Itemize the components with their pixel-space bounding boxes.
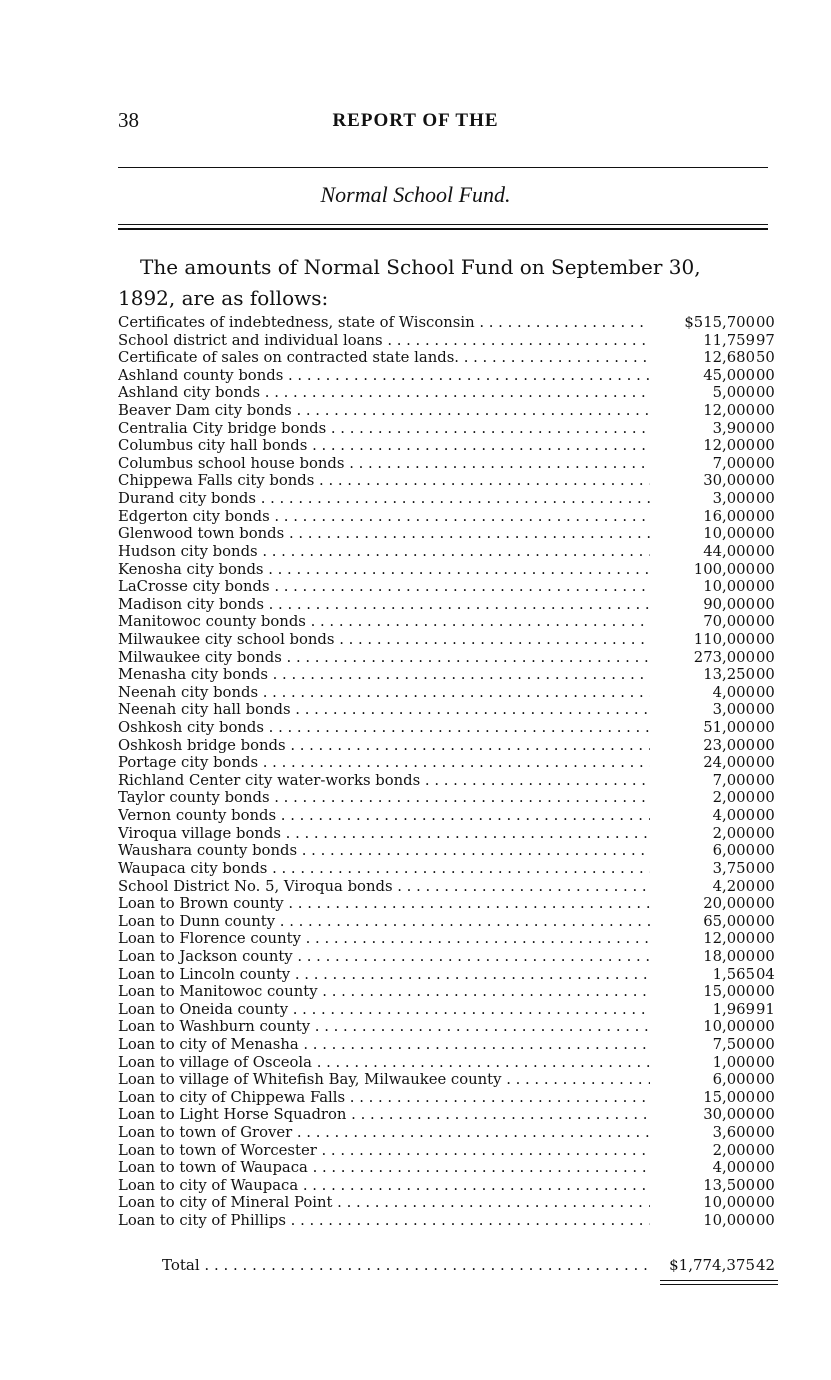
ledger-item-label: School District No. 5, Viroqua bonds . . . bbox=[118, 878, 650, 896]
ledger-item-cents: 00 bbox=[756, 1141, 775, 1159]
ledger-row bbox=[118, 895, 784, 913]
ledger-item-cents: 00 bbox=[756, 983, 775, 1001]
ledger-item-label: Beaver Dam city bonds . . . bbox=[118, 402, 650, 420]
ledger-item-amount: 23,000 bbox=[703, 736, 755, 754]
ledger-item-cents: 00 bbox=[756, 613, 775, 631]
ledger-row bbox=[118, 525, 784, 543]
ledger-item-amount: 100,000 bbox=[693, 560, 755, 578]
ledger-item-amount: 44,000 bbox=[703, 542, 755, 560]
ledger-item-label: Chippewa Falls city bonds . . . bbox=[118, 472, 650, 490]
ledger-row bbox=[118, 860, 784, 878]
ledger-item-cents: 00 bbox=[756, 384, 775, 402]
ledger-row bbox=[118, 508, 784, 526]
ledger-item-amount: 2,000 bbox=[712, 789, 755, 807]
ledger-row bbox=[118, 1054, 784, 1072]
ledger-item-cents: 00 bbox=[756, 366, 775, 384]
ledger-row bbox=[118, 596, 784, 614]
ledger-item-cents: 91 bbox=[756, 1000, 775, 1018]
ledger-item-cents: 00 bbox=[756, 419, 775, 437]
ledger-item-amount: 45,000 bbox=[703, 366, 755, 384]
page-number: 38 bbox=[118, 108, 139, 132]
ledger-item-label: Ashland county bonds . . . bbox=[118, 367, 650, 385]
ledger-item-amount: 3,900 bbox=[712, 419, 755, 437]
ledger-item-amount: 30,000 bbox=[703, 1106, 755, 1124]
ledger-item-cents: 00 bbox=[756, 437, 775, 455]
ledger-item-label: Loan to city of Phillips . . . bbox=[118, 1212, 650, 1230]
ledger-item-label: Loan to Light Horse Squadron . . . bbox=[118, 1106, 650, 1124]
ledger-row bbox=[118, 966, 784, 984]
ledger-item-label: Loan to Washburn county . . . bbox=[118, 1018, 650, 1036]
ledger-item-cents: 00 bbox=[756, 648, 775, 666]
ledger-item-amount: $515,700 bbox=[684, 314, 755, 331]
ledger-item-amount: 70,000 bbox=[703, 613, 755, 631]
ledger-item-cents: 00 bbox=[756, 595, 775, 613]
ledger-row bbox=[118, 490, 784, 508]
ledger-row bbox=[118, 737, 784, 755]
ledger-row bbox=[118, 842, 784, 860]
ledger-item-label: Certificate of sales on contracted state lands. . . . bbox=[118, 349, 650, 367]
ledger-item-label: Oshkosh bridge bonds . . . bbox=[118, 737, 650, 755]
ledger-item-cents: 00 bbox=[756, 1018, 775, 1036]
ledger-row bbox=[118, 878, 784, 896]
ledger-row bbox=[118, 1001, 784, 1019]
ledger-item-cents: 00 bbox=[756, 490, 775, 508]
ledger-item-cents: 00 bbox=[756, 525, 775, 543]
ledger-item-amount: 10,000 bbox=[703, 1018, 755, 1036]
ledger-item-cents: 00 bbox=[756, 912, 775, 930]
ledger-item-cents: 00 bbox=[756, 789, 775, 807]
ledger-item-label: Loan to city of Menasha . . . bbox=[118, 1036, 650, 1054]
ledger-item-label: Loan to Brown county . . . bbox=[118, 895, 650, 913]
intro-line-1: The amounts of Normal School Fund on September 30, bbox=[140, 255, 701, 279]
ledger-row bbox=[118, 578, 784, 596]
ledger-item-label: LaCrosse city bonds . . . bbox=[118, 578, 650, 596]
ledger-row bbox=[118, 930, 784, 948]
ledger-item-label: Neenah city bonds . . . bbox=[118, 684, 650, 702]
ledger-item-cents: 00 bbox=[756, 719, 775, 737]
ledger-item-amount: 7,500 bbox=[712, 1035, 755, 1053]
ledger-row bbox=[118, 1194, 784, 1212]
ledger-item-amount: 7,000 bbox=[712, 771, 755, 789]
ledger-row bbox=[118, 402, 784, 420]
ledger-item-cents: 00 bbox=[756, 507, 775, 525]
ledger-item-amount: 3,000 bbox=[712, 490, 755, 508]
total-double-rule-top bbox=[660, 1280, 778, 1281]
ledger-item-label: Columbus school house bonds . . . bbox=[118, 455, 650, 473]
ledger-row bbox=[118, 983, 784, 1001]
ledger-item-cents: 00 bbox=[756, 1124, 775, 1142]
ledger-item-amount: 10,000 bbox=[703, 525, 755, 543]
ledger-row bbox=[118, 1177, 784, 1195]
ledger-item-label: Loan to Oneida county . . . bbox=[118, 1001, 650, 1019]
ledger-item-amount: 65,000 bbox=[703, 912, 755, 930]
ledger-item-cents: 00 bbox=[756, 1176, 775, 1194]
ledger-row bbox=[118, 1142, 784, 1160]
ledger-row bbox=[118, 1071, 784, 1089]
ledger-item-cents: 97 bbox=[756, 331, 775, 349]
ledger-item-cents: 00 bbox=[756, 666, 775, 684]
ledger-item-label: Milwaukee city bonds . . . bbox=[118, 649, 650, 667]
ledger-row bbox=[118, 719, 784, 737]
ledger-item-label: Loan to city of Mineral Point . . . bbox=[118, 1194, 650, 1212]
ledger-row bbox=[118, 1036, 784, 1054]
ledger-item-amount: 2,000 bbox=[712, 1141, 755, 1159]
ledger-item-amount: 7,000 bbox=[712, 454, 755, 472]
ledger-item-cents: 00 bbox=[756, 314, 775, 331]
ledger-item-amount: 12,000 bbox=[703, 437, 755, 455]
ledger-item-cents: 00 bbox=[756, 1071, 775, 1089]
ledger-item-amount: 30,000 bbox=[703, 472, 755, 490]
total-amount: $1,774,375 bbox=[669, 1256, 755, 1274]
ledger-row bbox=[118, 1212, 784, 1230]
intro-line-2: 1892, are as follows: bbox=[118, 286, 329, 310]
total-double-rule-bottom bbox=[660, 1284, 778, 1285]
ledger-row bbox=[118, 948, 784, 966]
ledger-item-label: Viroqua village bonds . . . bbox=[118, 825, 650, 843]
total-cents: 42 bbox=[756, 1256, 776, 1274]
ledger-row bbox=[118, 754, 784, 772]
ledger-item-amount: 15,000 bbox=[703, 983, 755, 1001]
ledger-item-cents: 00 bbox=[756, 824, 775, 842]
ledger-item-label: Taylor county bonds . . . bbox=[118, 789, 650, 807]
section-title: Normal School Fund. bbox=[320, 182, 511, 207]
ledger-row bbox=[118, 807, 784, 825]
ledger-row bbox=[118, 367, 784, 385]
ledger-item-label: Loan to village of Osceola . . . bbox=[118, 1054, 650, 1072]
ledger-row bbox=[118, 789, 784, 807]
ledger-item-amount: 2,000 bbox=[712, 824, 755, 842]
ledger-item-amount: 11,759 bbox=[703, 331, 755, 349]
ledger-item-cents: 00 bbox=[756, 1212, 775, 1230]
ledger-item-cents: 00 bbox=[756, 630, 775, 648]
ledger-item-label: Loan to Dunn county . . . bbox=[118, 913, 650, 931]
ledger-item-amount: 18,000 bbox=[703, 947, 755, 965]
ledger-item-amount: 15,000 bbox=[703, 1088, 755, 1106]
ledger-item-amount: 4,200 bbox=[712, 877, 755, 895]
ledger-item-label: Neenah city hall bonds . . . bbox=[118, 701, 650, 719]
ledger-item-label: Loan to town of Worcester . . . bbox=[118, 1142, 650, 1160]
ledger-row bbox=[118, 666, 784, 684]
ledger-row bbox=[118, 684, 784, 702]
ledger-row bbox=[118, 1089, 784, 1107]
ledger-item-label: Madison city bonds . . . bbox=[118, 596, 650, 614]
title-rule-thick bbox=[118, 228, 768, 230]
ledger-item-cents: 00 bbox=[756, 807, 775, 825]
ledger-item-amount: 3,600 bbox=[712, 1124, 755, 1142]
ledger-item-label: Richland Center city water-works bonds . . . bbox=[118, 772, 650, 790]
ledger-item-amount: 20,000 bbox=[703, 895, 755, 913]
running-head: REPORT OF THE bbox=[332, 110, 499, 131]
ledger-item-label: Loan to Jackson county . . . bbox=[118, 948, 650, 966]
ledger-item-amount: 6,000 bbox=[712, 842, 755, 860]
ledger-item-cents: 00 bbox=[756, 1106, 775, 1124]
ledger-item-cents: 00 bbox=[756, 877, 775, 895]
ledger-item-label: Loan to village of Whitefish Bay, Milwaukee county . . . bbox=[118, 1071, 650, 1089]
ledger-item-label: Manitowoc county bonds . . . bbox=[118, 613, 650, 631]
ledger-row bbox=[118, 314, 784, 332]
ledger-item-cents: 00 bbox=[756, 472, 775, 490]
ledger-item-cents: 00 bbox=[756, 859, 775, 877]
ledger-item-amount: 1,565 bbox=[712, 965, 755, 983]
ledger-item-amount: 13,500 bbox=[703, 1176, 755, 1194]
ledger-item-amount: 10,000 bbox=[703, 578, 755, 596]
ledger-item-amount: 12,680 bbox=[703, 349, 755, 367]
ledger-row bbox=[118, 543, 784, 561]
ledger-item-cents: 00 bbox=[756, 736, 775, 754]
title-rule-thin bbox=[118, 224, 768, 225]
ledger-item-label: Waushara county bonds . . . bbox=[118, 842, 650, 860]
ledger-row bbox=[118, 437, 784, 455]
ledger-item-cents: 00 bbox=[756, 895, 775, 913]
ledger-item-amount: 10,000 bbox=[703, 1194, 755, 1212]
ledger-item-amount: 3,750 bbox=[712, 859, 755, 877]
ledger-item-label: Kenosha city bonds . . . bbox=[118, 561, 650, 579]
ledger-item-cents: 00 bbox=[756, 1035, 775, 1053]
ledger-item-amount: 51,000 bbox=[703, 719, 755, 737]
ledger-row bbox=[118, 1106, 784, 1124]
ledger-row bbox=[118, 455, 784, 473]
ledger-row bbox=[118, 1159, 784, 1177]
ledger-item-amount: 1,000 bbox=[712, 1053, 755, 1071]
ledger-item-cents: 00 bbox=[756, 930, 775, 948]
top-rule bbox=[118, 167, 768, 168]
ledger-row bbox=[118, 349, 784, 367]
ledger-item-label: Ashland city bonds . . . bbox=[118, 384, 650, 402]
ledger-item-label: Menasha city bonds . . . bbox=[118, 666, 650, 684]
ledger-item-amount: 6,000 bbox=[712, 1071, 755, 1089]
ledger-item-amount: 12,000 bbox=[703, 930, 755, 948]
ledger-item-amount: 1,969 bbox=[712, 1000, 755, 1018]
ledger-item-amount: 273,000 bbox=[693, 648, 755, 666]
ledger-row bbox=[118, 384, 784, 402]
ledger-item-cents: 50 bbox=[756, 349, 775, 367]
ledger-item-label: Loan to town of Waupaca . . . bbox=[118, 1159, 650, 1177]
ledger-item-label: Edgerton city bonds . . . bbox=[118, 508, 650, 526]
ledger-row bbox=[118, 913, 784, 931]
intro-paragraph bbox=[118, 252, 784, 314]
ledger-item-label: Columbus city hall bonds . . . bbox=[118, 437, 650, 455]
ledger-item-cents: 00 bbox=[756, 842, 775, 860]
ledger-item-cents: 00 bbox=[756, 542, 775, 560]
ledger-item-label: Loan to Lincoln county . . . bbox=[118, 966, 650, 984]
ledger-row bbox=[118, 1124, 784, 1142]
ledger-row bbox=[118, 420, 784, 438]
fund-ledger bbox=[118, 314, 784, 1230]
ledger-item-cents: 00 bbox=[756, 1088, 775, 1106]
ledger-item-label: Milwaukee city school bonds . . . bbox=[118, 631, 650, 649]
ledger-item-label: Portage city bonds . . . bbox=[118, 754, 650, 772]
ledger-item-cents: 00 bbox=[756, 701, 775, 719]
ledger-item-amount: 5,000 bbox=[712, 384, 755, 402]
ledger-item-amount: 13,250 bbox=[703, 666, 755, 684]
ledger-item-label: Waupaca city bonds . . . bbox=[118, 860, 650, 878]
ledger-item-cents: 00 bbox=[756, 454, 775, 472]
ledger-item-label: Glenwood town bonds . . . bbox=[118, 525, 650, 543]
ledger-row bbox=[118, 772, 784, 790]
ledger-item-label: Vernon county bonds . . . bbox=[118, 807, 650, 825]
total-row bbox=[162, 1255, 784, 1275]
ledger-item-label: Oshkosh city bonds . . . bbox=[118, 719, 650, 737]
ledger-row bbox=[118, 472, 784, 490]
total-label: Total . . . bbox=[162, 1255, 652, 1275]
ledger-item-amount: 90,000 bbox=[703, 595, 755, 613]
ledger-item-label: Certificates of indebtedness, state of Wisconsin . . . bbox=[118, 314, 650, 332]
ledger-row bbox=[118, 631, 784, 649]
ledger-item-cents: 00 bbox=[756, 754, 775, 772]
ledger-item-amount: 10,000 bbox=[703, 1212, 755, 1230]
ledger-item-cents: 00 bbox=[756, 771, 775, 789]
ledger-row bbox=[118, 649, 784, 667]
ledger-item-cents: 00 bbox=[756, 1159, 775, 1177]
ledger-item-cents: 00 bbox=[756, 683, 775, 701]
ledger-item-amount: 16,000 bbox=[703, 507, 755, 525]
ledger-item-label: Hudson city bonds . . . bbox=[118, 543, 650, 561]
ledger-item-label: Loan to city of Waupaca . . . bbox=[118, 1177, 650, 1195]
ledger-item-amount: 4,000 bbox=[712, 807, 755, 825]
ledger-row bbox=[118, 332, 784, 350]
ledger-item-amount: 4,000 bbox=[712, 1159, 755, 1177]
ledger-row bbox=[118, 701, 784, 719]
ledger-item-cents: 00 bbox=[756, 1053, 775, 1071]
ledger-item-amount: 24,000 bbox=[703, 754, 755, 772]
ledger-item-cents: 00 bbox=[756, 578, 775, 596]
ledger-item-cents: 00 bbox=[756, 947, 775, 965]
ledger-row bbox=[118, 613, 784, 631]
ledger-item-amount: 3,000 bbox=[712, 701, 755, 719]
ledger-item-amount: 4,000 bbox=[712, 683, 755, 701]
ledger-item-label: Durand city bonds . . . bbox=[118, 490, 650, 508]
ledger-item-amount: 110,000 bbox=[693, 630, 755, 648]
ledger-item-label: Loan to Manitowoc county . . . bbox=[118, 983, 650, 1001]
ledger-item-label: School district and individual loans . . . bbox=[118, 332, 650, 350]
ledger-item-cents: 04 bbox=[756, 965, 775, 983]
ledger-item-cents: 00 bbox=[756, 560, 775, 578]
ledger-item-label: Loan to city of Chippewa Falls . . . bbox=[118, 1089, 650, 1107]
ledger-item-label: Centralia City bridge bonds . . . bbox=[118, 420, 650, 438]
ledger-item-amount: 12,000 bbox=[703, 402, 755, 420]
ledger-item-label: Loan to Florence county . . . bbox=[118, 930, 650, 948]
ledger-row bbox=[118, 825, 784, 843]
ledger-item-cents: 00 bbox=[756, 402, 775, 420]
ledger-row bbox=[118, 1018, 784, 1036]
ledger-item-label: Loan to town of Grover . . . bbox=[118, 1124, 650, 1142]
ledger-row bbox=[118, 561, 784, 579]
ledger-item-cents: 00 bbox=[756, 1194, 775, 1212]
